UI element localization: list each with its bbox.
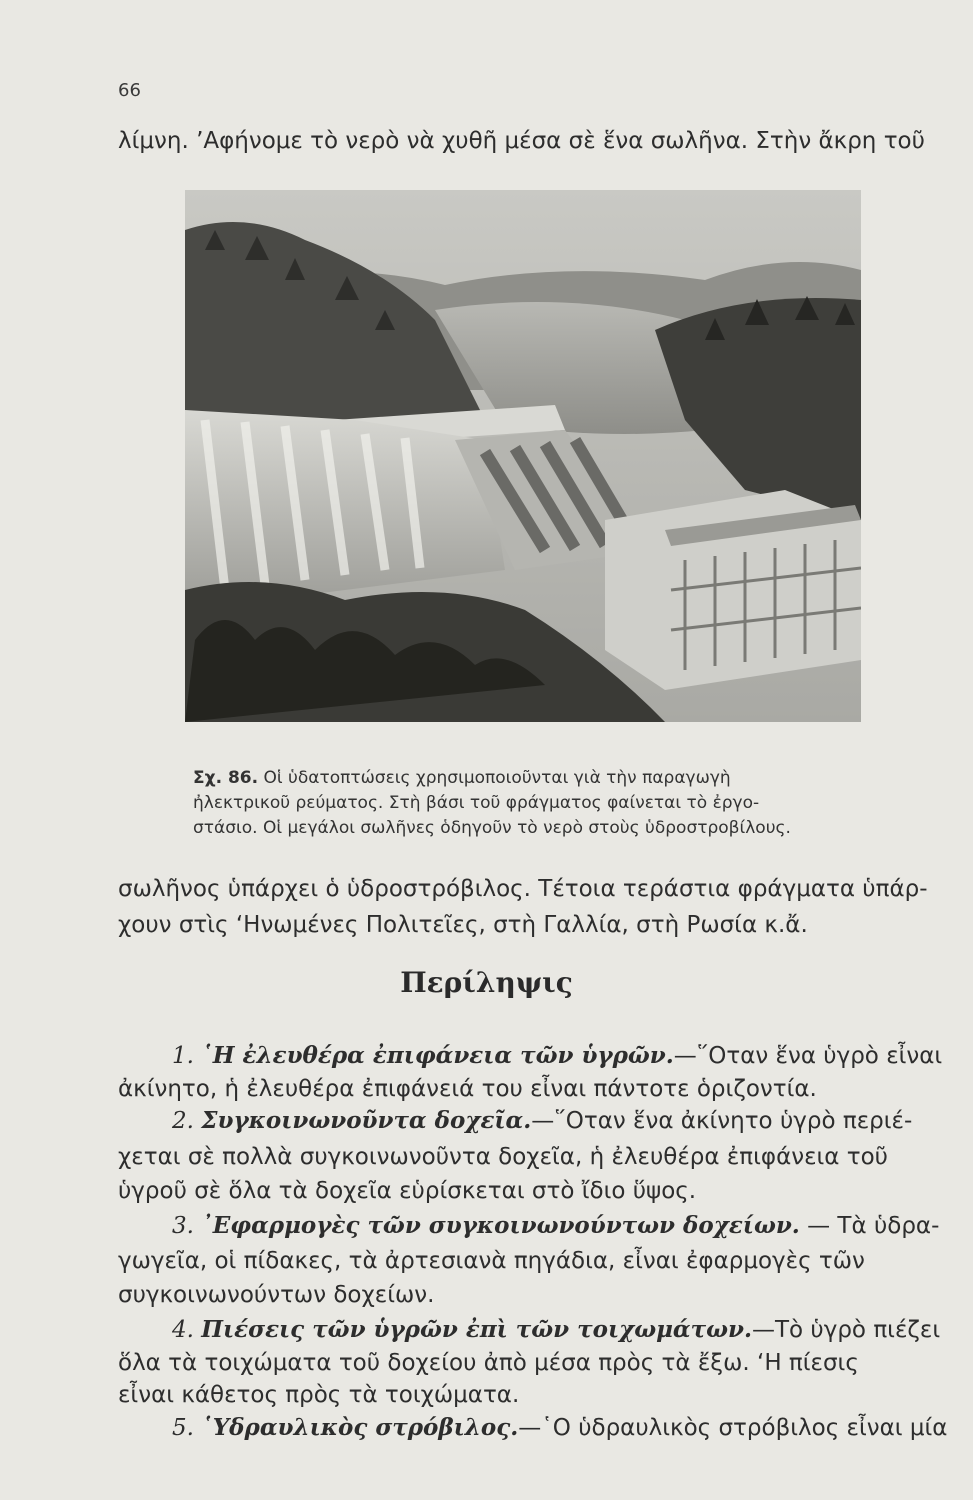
item-line: ὅλα τὰ τοιχώματα τοῦ δοχείου ἀπὸ μέσα πρὸς τὰ ἔξω. ‘Η πίεσις	[118, 1350, 859, 1376]
item-number: 1.	[172, 1043, 194, 1069]
item-term: ᾽Εφαρμογὲς τῶν συγκοινωνούντων δοχείων.	[201, 1212, 800, 1239]
item-term: ῾Υδραυλικὸς στρόβιλος.	[201, 1414, 519, 1441]
summary-item-2	[172, 1107, 912, 1134]
paragraph-line: χουν στὶς ‘Ηνωμένες Πολιτεῖες, στὴ Γαλλία, στὴ Ρωσία κ.ἄ.	[118, 912, 808, 938]
item-line: γωγεῖα, οἱ πίδακες, τὰ ἀρτεσιανὰ πηγάδια, εἶναι ἐφαρμογὲς τῶν	[118, 1248, 865, 1274]
item-line: ὑγροῦ σὲ ὅλα τὰ δοχεῖα εὑρίσκεται στὸ ἴδιο ὕψος.	[118, 1178, 697, 1204]
item-number: 3.	[172, 1213, 194, 1239]
page-number: 66	[118, 80, 141, 101]
caption-line-3: στάσιο. Οἱ μεγάλοι σωλῆνες ὁδηγοῦν τὸ νερὸ στοὺς ὑδροστροβίλους.	[193, 818, 791, 838]
figure-label: Σχ. 86.	[193, 768, 259, 788]
item-line: συγκοινωνούντων δοχείων.	[118, 1282, 435, 1308]
item-number: 5.	[172, 1415, 194, 1441]
item-term: Πιέσεις τῶν ὑγρῶν ἐπὶ τῶν τοιχωμάτων.	[201, 1316, 752, 1343]
summary-item-1	[172, 1042, 942, 1069]
item-text: —῞Οταν ἕνα ἀκίνητο ὑγρὸ περιέ-	[531, 1108, 913, 1134]
item-number: 2.	[172, 1108, 194, 1134]
item-line: ἀκίνητο, ἡ ἐλευθέρα ἐπιφάνειά του εἶναι πάντοτε ὁριζοντία.	[118, 1076, 817, 1102]
paragraph-line: σωλῆνος ὑπάρχει ὁ ὑδροστρόβιλος. Τέτοια τεράστια φράγματα ὑπάρ-	[118, 876, 928, 902]
summary-item-5	[172, 1414, 947, 1441]
caption-line-2: ἠλεκτρικοῦ ρεύματος. Στὴ βάσι τοῦ φράγματος φαίνεται τὸ ἐργο-	[193, 793, 760, 813]
item-line: χεται σὲ πολλὰ συγκοινωνοῦντα δοχεῖα, ἡ ἐλευθέρα ἐπιφάνεια τοῦ	[118, 1144, 888, 1170]
item-line: εἶναι κάθετος πρὸς τὰ τοιχώματα.	[118, 1382, 520, 1408]
top-text-line: λίμνη. ’Αφήνομε τὸ νερὸ νὰ χυθῆ μέσα σὲ ἕνα σωλῆνα. Στὴν ἄκρη τοῦ	[118, 128, 925, 154]
item-text: —῾Ο ὑδραυλικὸς στρόβιλος εἶναι μία	[518, 1415, 948, 1441]
summary-item-3	[172, 1212, 939, 1239]
summary-item-4	[172, 1316, 940, 1343]
item-text: —Τὸ ὑγρὸ πιέζει	[751, 1317, 941, 1343]
item-term: Συγκοινωνοῦντα δοχεῖα.	[201, 1107, 532, 1134]
caption-line-1: Οἱ ὑδατοπτώσεις χρησιμοποιοῦνται γιὰ τὴν παραγωγὴ	[263, 768, 731, 788]
dam-photograph	[185, 190, 861, 722]
item-number: 4.	[172, 1317, 194, 1343]
item-term: ῾Η ἐλευθέρα ἐπιφάνεια τῶν ὑγρῶν.	[201, 1042, 674, 1069]
item-text: —῞Οταν ἕνα ὑγρὸ εἶναι	[673, 1043, 943, 1069]
item-text: — Τὰ ὑδρα-	[799, 1213, 940, 1239]
dam-photograph-drawing	[185, 190, 861, 722]
summary-heading: Περίληψις	[400, 966, 573, 999]
